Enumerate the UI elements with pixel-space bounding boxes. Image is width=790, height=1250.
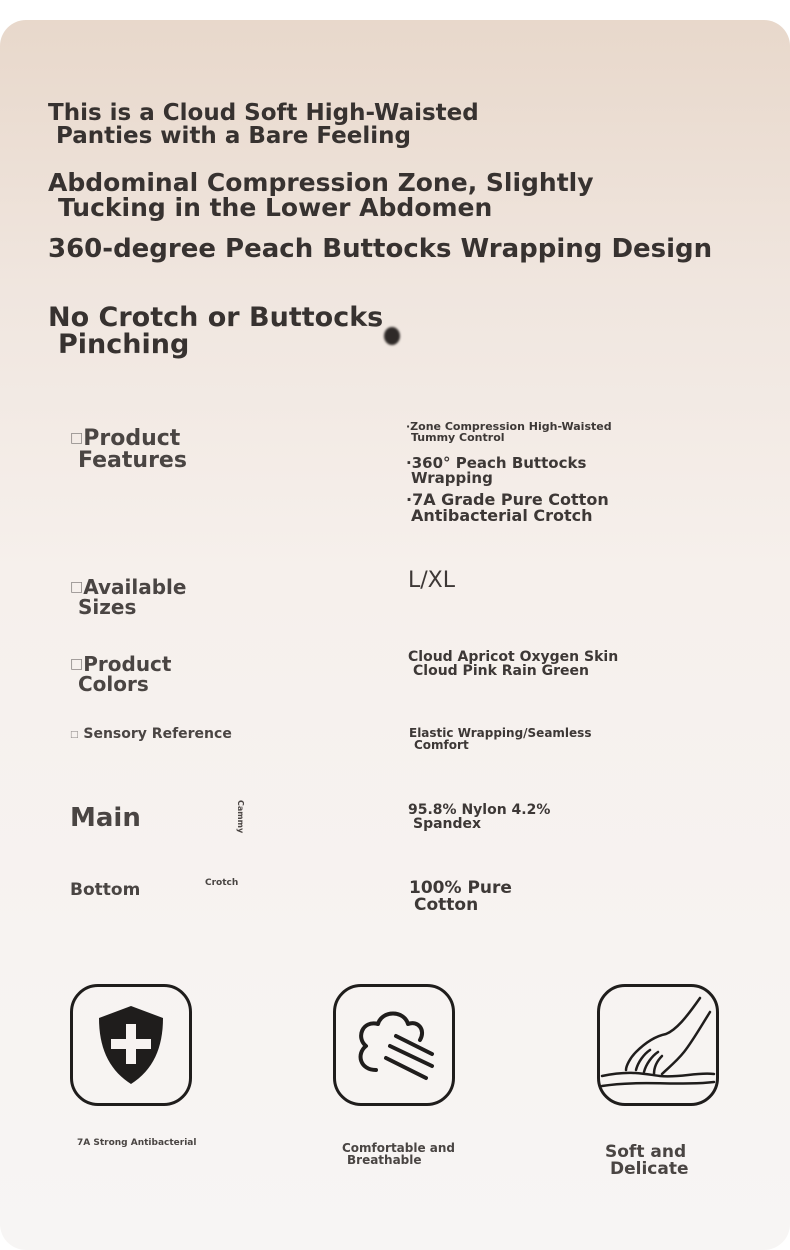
label-line: Features bbox=[78, 448, 187, 473]
value-line: Elastic Wrapping/Seamless bbox=[409, 726, 592, 740]
value-line: 100% Pure bbox=[409, 878, 512, 898]
breathable-badge bbox=[333, 984, 455, 1106]
antibacterial-caption bbox=[77, 1139, 196, 1148]
headline-line: Abdominal Compression Zone, Slightly bbox=[48, 168, 594, 197]
caption-line: Breathable bbox=[347, 1153, 422, 1167]
main-fabric-label: Main bbox=[70, 803, 141, 833]
box-icon: □ bbox=[70, 656, 84, 672]
feature-line: ·7A Grade Pure Cotton bbox=[406, 490, 609, 509]
value-line: Cloud Apricot Oxygen Skin bbox=[408, 649, 619, 665]
sizes-value: L/XL bbox=[408, 568, 455, 593]
headline-360-design bbox=[48, 236, 712, 262]
antibacterial-badge bbox=[70, 984, 192, 1106]
headline-line: No Crotch or Buttocks bbox=[48, 302, 384, 333]
feature-line: Antibacterial Crotch bbox=[411, 506, 593, 525]
value-line: Spandex bbox=[413, 816, 482, 832]
bottom-fabric-value bbox=[409, 880, 512, 914]
value-line: Cloud Pink Rain Green bbox=[413, 663, 589, 679]
feature-line: Wrapping bbox=[411, 469, 493, 487]
airflow-cloud-icon bbox=[346, 1000, 442, 1090]
headline-line: This is a Cloud Soft High-Waisted bbox=[48, 100, 479, 126]
sensory-value bbox=[409, 727, 591, 751]
headline-cloud-soft bbox=[48, 102, 479, 148]
headline-line: Panties with a Bare Feeling bbox=[56, 123, 411, 149]
label-line: Sensory Reference bbox=[83, 726, 232, 742]
box-icon: □ bbox=[70, 579, 84, 595]
headline-no-pinching bbox=[48, 304, 383, 358]
colors-label bbox=[70, 654, 171, 694]
value-line: Comfort bbox=[414, 738, 469, 752]
soft-badge bbox=[597, 984, 719, 1106]
crotch-label: Crotch bbox=[205, 878, 239, 888]
breathable-caption bbox=[342, 1142, 455, 1166]
headline-line: 360-degree Peach Buttocks Wrapping Design bbox=[48, 234, 713, 264]
cammy-label: Cammy bbox=[236, 800, 245, 834]
box-icon: □ bbox=[70, 430, 84, 446]
caption-line: 7A Strong Antibacterial bbox=[77, 1138, 197, 1148]
label-line: Colors bbox=[78, 672, 149, 696]
caption-line: Soft and bbox=[605, 1142, 687, 1162]
label-line: Product bbox=[83, 652, 172, 676]
soft-caption bbox=[605, 1144, 689, 1178]
label-line: Available bbox=[83, 575, 187, 599]
hand-touch-icon bbox=[600, 990, 716, 1100]
colors-value bbox=[408, 650, 618, 678]
headline-line: Tucking in the Lower Abdomen bbox=[58, 193, 493, 222]
ink-smudge bbox=[384, 327, 400, 345]
sizes-label bbox=[70, 577, 186, 617]
feature-line: ·Zone Compression High-Waisted bbox=[406, 420, 612, 433]
value-line: Cotton bbox=[414, 895, 479, 915]
bottom-fabric-label: Bottom bbox=[70, 880, 141, 900]
features-label bbox=[70, 428, 187, 472]
headline-compression bbox=[48, 170, 594, 220]
main-fabric-value bbox=[408, 803, 550, 831]
value-line: 95.8% Nylon 4.2% bbox=[408, 802, 551, 818]
feature-line: Tummy Control bbox=[411, 431, 505, 444]
caption-line: Comfortable and bbox=[342, 1141, 456, 1155]
headline-line: Pinching bbox=[58, 329, 190, 360]
shield-plus-icon bbox=[91, 1002, 171, 1088]
label-line: Product bbox=[83, 426, 181, 451]
caption-line: Delicate bbox=[610, 1159, 689, 1179]
sensory-label bbox=[70, 727, 232, 741]
label-line: Sizes bbox=[78, 595, 137, 619]
box-icon: □ bbox=[70, 730, 79, 740]
feature-line: ·360° Peach Buttocks bbox=[406, 454, 587, 472]
feature-item bbox=[406, 456, 586, 486]
feature-item bbox=[406, 421, 612, 443]
feature-item bbox=[406, 492, 609, 524]
